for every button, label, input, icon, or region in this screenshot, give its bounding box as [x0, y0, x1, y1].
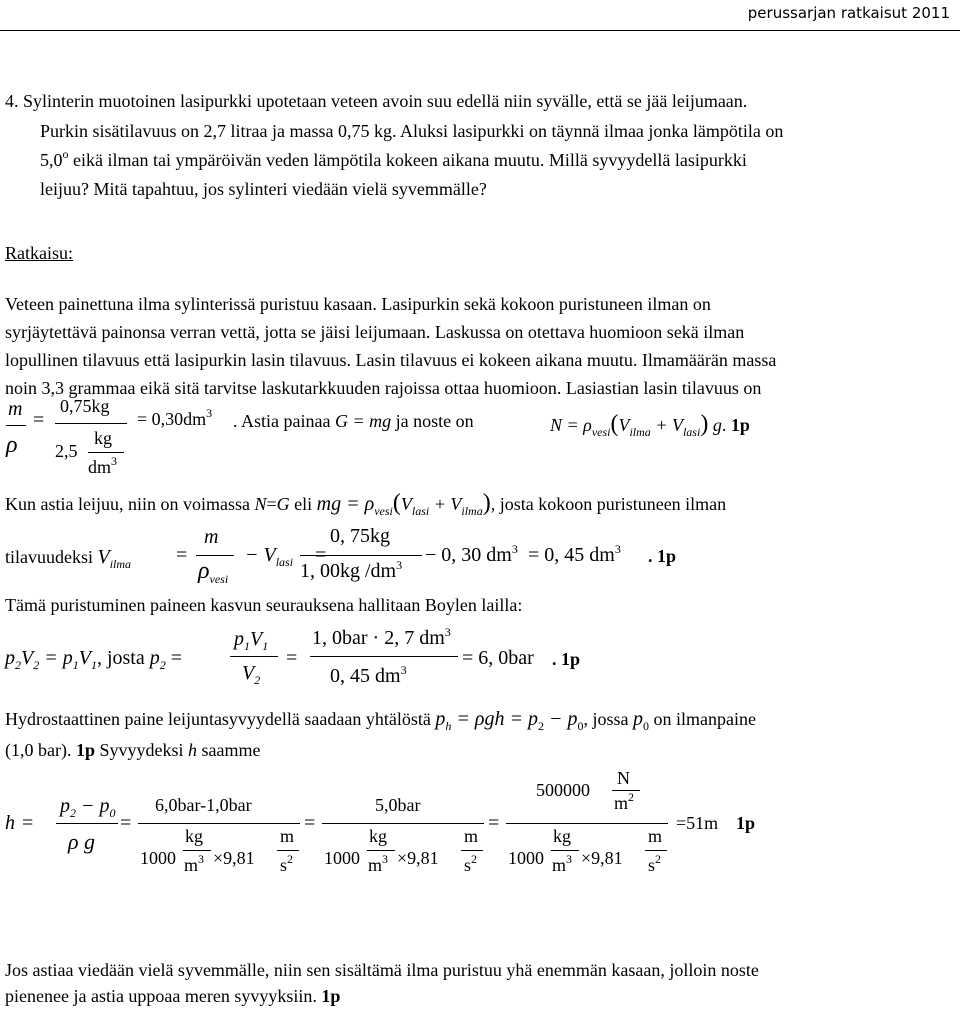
eq6-f4-m3-exp: 3: [566, 852, 573, 866]
eq6-f3-den-m: m: [464, 826, 479, 846]
eq6-f2-bar-kg: [183, 850, 211, 851]
eq3-result-text: = 0, 45 dm: [528, 544, 615, 566]
eq5-text-b: , jossa: [583, 709, 633, 729]
eq4-den-s2: 2: [254, 673, 261, 687]
eq6-f4-den-val: 1000: [508, 848, 544, 868]
eq3-V: V: [97, 546, 110, 568]
eq4-V1: V: [78, 647, 91, 669]
eq6-frac-bar-1: [56, 823, 118, 824]
eq4-p2: p: [5, 647, 15, 669]
eq4-num2-exp: 3: [444, 625, 451, 639]
eq1-numerator: 0,75kg: [60, 396, 110, 416]
problem-line-4: leijuu? Mitä tapahtuu, jos sylinteri viedään vielä syvemmälle?: [40, 179, 487, 199]
eq3-frac-bar-2: [300, 555, 422, 556]
eq6-result: =51m: [676, 813, 719, 833]
eq4-V2: V: [21, 647, 34, 669]
problem-line-3-text: eikä ilman tai ympäröivän veden lämpötila kokeen aikana muutu. Millä syvyydellä lasipurkki: [68, 150, 747, 170]
eq4-num-p: p: [234, 628, 244, 650]
eq4-den-V: V: [242, 662, 255, 684]
eq6-eq-1: =: [22, 812, 34, 834]
equation-equilibrium: Kun astia leijuu, niin on voimassa N=G eli mg = $\rho_{vesi}(V_{lasi} + V_{ilma})$, josta kokoon puristuneen ilman: [5, 490, 727, 518]
eq6-f3-den-s: [464, 852, 478, 876]
eq6-h: h: [5, 812, 15, 834]
eq5-text-c: on ilmanpaine: [648, 709, 756, 729]
final-line-2-text: pienenee ja astia uppoaa meren syvyyksiin.: [5, 986, 322, 1006]
eq1-text-c: .: [721, 415, 731, 435]
eq6-f4-m-exp: 2: [628, 790, 635, 804]
eq3-frac-bar-1: [196, 555, 234, 556]
eq6-f4-m: m: [614, 793, 629, 813]
eq3-sub-vesi: vesi: [209, 572, 229, 586]
eq3-result-exp: 3: [614, 542, 621, 556]
eq1-V: V: [618, 415, 630, 435]
eq4-point-text: 1p: [561, 649, 581, 669]
eq6-f3-bar-m: [461, 850, 483, 851]
eq6-f2-den-kg: kg: [185, 826, 203, 846]
eq4-frac-bar-2: [310, 656, 458, 657]
paragraph-line-1: Veteen painettuna ilma sylinterissä puristuu kasaan. Lasipurkin sekä kokoon puristuneen ilman on: [5, 294, 711, 314]
eq6-f2-num: 6,0bar-1,0bar: [155, 795, 252, 815]
eq6-f2-den-s: [280, 852, 294, 876]
eq6-f4-den-kg: kg: [553, 826, 571, 846]
eq5-minus: − p: [543, 708, 578, 730]
eq1-frac-bar-1: [6, 425, 26, 426]
eq6-eq-2: =: [120, 812, 132, 834]
eq6-f4-bar-N: [612, 790, 640, 791]
eq6-f3-den-val: 1000: [324, 848, 360, 868]
eq6-eq-3: =: [304, 812, 316, 834]
eq2-sub-vesi: vesi: [374, 504, 393, 518]
eq1-result-value: = 0,30dm: [137, 409, 207, 429]
eq2-text-c: , josta kokoon puristuneen ilman: [490, 494, 727, 514]
eq1-N: N: [550, 415, 563, 435]
eq1-G: G: [334, 411, 348, 431]
eq1-g: g: [708, 415, 722, 435]
eq2-sub-ilma: ilma: [461, 504, 483, 518]
eq1-m: m: [8, 398, 23, 420]
eq2-eq: =: [266, 494, 277, 514]
eq6-f4-m3: m: [552, 855, 567, 875]
eq6-f3-den-m3: [368, 852, 389, 876]
eq6-f3-m: m: [368, 855, 383, 875]
eq6-f1-s2: 2: [70, 806, 76, 820]
eq3-rho-w: [198, 558, 228, 585]
eq3-numerator: 0, 75kg: [330, 525, 390, 547]
eq2-text-a: Kun astia leijuu, niin on voimassa: [5, 494, 255, 514]
eq1-plus-V: + V: [650, 415, 683, 435]
eq6-f2-s: s: [280, 855, 288, 875]
eq4-eq2: =: [165, 647, 182, 669]
problem-temp-value: 5,0: [40, 150, 63, 170]
eq5-formula: = ρgh = p: [451, 708, 538, 730]
eq3-sub-lasi: lasi: [275, 555, 294, 569]
eq6-f4-den-s: [648, 852, 662, 876]
eq6-f2-den-m: m: [280, 826, 295, 846]
eq6-f2-s-exp: 2: [287, 852, 294, 866]
eq6-f2-m: m: [184, 855, 199, 875]
eq4-point: . 1p: [552, 649, 581, 669]
eq6-frac-bar-3: [322, 823, 484, 824]
eq4-lhs: [5, 647, 182, 670]
eq4-s2b: 2: [33, 658, 40, 672]
eq5-s0: 0: [577, 719, 584, 733]
eq4-num-s1b: 1: [262, 639, 269, 653]
eq3-minus-V: [245, 544, 293, 567]
eq1-point: 1p: [730, 415, 750, 435]
eq6-f4-den-m: m: [648, 826, 663, 846]
eq6-f1-num: [60, 795, 116, 818]
eq4-num-V: V: [250, 628, 263, 650]
eq5-line2-a: (1,0 bar).: [5, 740, 76, 760]
eq6-f3-s: s: [464, 855, 472, 875]
eq5-text-a: Hydrostaattinen paine leijuntasyvyydellä saadaan yhtälöstä: [5, 709, 436, 729]
eq2-mg: mg: [316, 493, 342, 515]
eq4-s1: 1: [72, 658, 79, 672]
eq6-f3-m-exp: 3: [382, 852, 389, 866]
eq6-frac-bar-2: [138, 823, 300, 824]
eq1-rho: ρ: [6, 432, 18, 458]
eq2-rho: = ρ: [341, 493, 375, 515]
eq4-s2c: 2: [159, 658, 166, 672]
eq3-rest-text: − 0, 30 dm: [425, 544, 512, 566]
eq1-text: [233, 411, 474, 432]
eq3-m: m: [204, 526, 219, 548]
eq3-sub-ilma: ilma: [109, 557, 132, 571]
eq4-num-s1: 1: [244, 639, 250, 653]
eq5-s0b: 0: [642, 719, 649, 733]
problem-line-2: Purkin sisätilavuus on 2,7 litraa ja massa 0,75 kg. Aluksi lasipurkki on täynnä ilmaa jonka lämpötila on: [40, 121, 784, 141]
boyle-text: Tämä puristuminen paineen kasvun seurauksena hallitaan Boylen lailla:: [5, 595, 523, 615]
paragraph-line-4: noin 3,3 grammaa eikä sitä tarvitse laskutarkkuuden rajoissa ottaa huomioon. Lasiastian lasin tilavuus on: [5, 378, 762, 398]
eq5-s2: 2: [537, 719, 544, 733]
eq5-p0: p: [632, 708, 643, 730]
eq1-frac-bar-3: [88, 452, 124, 453]
eq4-num2-text: 1, 0bar · 2, 7 dm: [312, 627, 445, 649]
eq3-rho: ρ: [198, 558, 210, 584]
eq5-line2-c: saamme: [197, 740, 261, 760]
eq6-f4-s-exp: 2: [655, 852, 662, 866]
eq4-den2-exp: 3: [400, 663, 407, 677]
eq3-text-a: tilavuudeksi: [5, 547, 98, 567]
eq1-sub-lasi: lasi: [682, 425, 701, 439]
eq6-eq-4: =: [488, 812, 500, 834]
eq1-text-b: ja noste on: [391, 411, 474, 431]
eq1-density-value: 2,5: [55, 441, 78, 461]
eq1-buoyancy: $N = \rho_{vesi}(V_{ilma} + V_{lasi})$ g. 1p: [550, 411, 750, 439]
eq6-point: 1p: [736, 813, 756, 833]
eq1-dm-exp: 3: [111, 454, 118, 468]
eq1-frac-bar-2: [55, 423, 127, 424]
eq3-denominator: [300, 560, 402, 583]
eq1-equals: =: [33, 409, 45, 431]
eq6-f3-s-exp: 2: [471, 852, 478, 866]
eq6-f1-s0: 0: [109, 806, 116, 820]
eq4-josta: , josta: [96, 647, 150, 669]
eq1-rho-w: = ρ: [566, 415, 592, 435]
eq4-s2: 2: [15, 658, 21, 672]
eq6-f1-p2: p: [60, 795, 70, 817]
eq6-f2-times: ×9,81: [213, 848, 255, 868]
eq3-rest: [425, 544, 518, 567]
eq1-density-kg: kg: [94, 428, 112, 448]
eq3-result: [528, 544, 621, 567]
eq2-plus-V: + V: [429, 494, 462, 514]
equation-hydrostatic-line-2: [5, 740, 261, 761]
degree-mark: o: [62, 147, 69, 161]
paragraph-line-3: lopullinen tilavuus että lasipurkin lasin tilavuus. Lasin tilavuus ei kokeen aikana muutu. Ilmamäärän massa: [5, 350, 777, 370]
page-header: perussarjan ratkaisut 2011: [747, 4, 950, 22]
paragraph-line-2: syrjäytettävä painonsa verran vettä, jotta se jäisi leijumaan. Laskussa on otettava huomioon sekä ilman: [5, 322, 745, 342]
eq6-f4-bar-kg: [551, 850, 579, 851]
eq2-sub-lasi: lasi: [411, 504, 430, 518]
solution-heading: Ratkaisu:: [5, 243, 73, 263]
eq1-density-dm: [88, 454, 118, 478]
eq1-result: [137, 406, 213, 430]
eq4-num2: [312, 627, 451, 650]
final-line-1: Jos astiaa viedään vielä syvemmälle, niin sen sisältämä ilma puristuu yhä enemmän kasaan, jolloin noste: [5, 960, 759, 980]
problem-line-3: [40, 146, 747, 178]
header-rule: [0, 30, 960, 31]
eq6-f3-bar-kg: [367, 850, 395, 851]
eq1-result-exp: 3: [206, 406, 213, 420]
eq6-f2-m-exp: 3: [198, 852, 205, 866]
eq2-G: G: [276, 494, 290, 514]
eq5-sub-h: h: [445, 719, 452, 733]
eq3-label: [5, 546, 131, 569]
eq6-f1-den: ρ g: [68, 829, 96, 854]
eq4-den2: [330, 665, 407, 688]
eq1-dm: dm: [88, 457, 112, 477]
eq3-den-exp: 3: [396, 558, 403, 572]
eq2-N: N: [254, 494, 267, 514]
eq2-V: V: [400, 494, 412, 514]
eq6-f4-num-val: 500000: [536, 780, 590, 800]
final-point: 1p: [321, 986, 341, 1006]
eq3-equals-1: =: [176, 544, 188, 566]
eq6-f4-num-m2: [614, 790, 635, 814]
eq3-point-text: 1p: [657, 546, 677, 566]
eq4-s1b: 1: [90, 658, 97, 672]
eq4-frac-bar-1: [230, 656, 278, 657]
eq6-f3-den-kg: kg: [369, 826, 387, 846]
eq1-sub-vesi: vesi: [591, 425, 611, 439]
eq5-line2-h: h: [188, 740, 198, 760]
eq4-result: = 6, 0bar: [462, 647, 534, 669]
eq1-mg: = mg: [352, 411, 392, 431]
problem-line-1: 4. Sylinterin muotoinen lasipurkki upotetaan veteen avoin suu edellä niin syvälle, että se jää leijumaan.: [5, 91, 748, 111]
eq4-frac-num: [234, 628, 268, 651]
eq3-minus: − V: [245, 544, 276, 566]
eq6-f3-times: ×9,81: [397, 848, 439, 868]
equation-hydrostatic: [5, 708, 756, 731]
eq6-f4-times: ×9,81: [581, 848, 623, 868]
eq4-frac-den: [242, 662, 260, 685]
eq6-frac-bar-4: [506, 823, 668, 824]
eq5-p: p: [435, 708, 446, 730]
eq2-text-b: eli: [289, 494, 317, 514]
eq4-eq-p1: = p: [39, 647, 73, 669]
eq4-den2-text: 0, 45 dm: [330, 665, 401, 687]
eq4-equals-3: =: [286, 647, 298, 669]
eq6-f2-den-m3: [184, 852, 205, 876]
eq3-point: . 1p: [648, 546, 677, 566]
eq5-line2-b: Syvyydeksi: [95, 740, 189, 760]
eq6-f2-den-val: 1000: [140, 848, 176, 868]
final-line-2: [5, 982, 340, 1012]
eq3-rest-exp: 3: [511, 542, 518, 556]
eq6-f3-num: 5,0bar: [375, 795, 421, 815]
eq4-p2b: p: [149, 647, 160, 669]
eq3-equals-2: =: [315, 544, 327, 566]
eq1-sub-ilma: ilma: [629, 425, 651, 439]
eq3-den-text: 1, 00kg /dm: [300, 560, 397, 582]
eq1-text-a: . Astia painaa: [233, 411, 335, 431]
eq6-f4-den-m3: [552, 852, 573, 876]
eq6-f4-s: s: [648, 855, 656, 875]
eq6-f4-bar-m: [645, 850, 667, 851]
eq5-point: 1p: [75, 740, 95, 760]
eq6-f4-num-N: N: [617, 768, 630, 788]
eq6-f2-bar-m: [277, 850, 299, 851]
eq6-f1-minus: − p: [76, 795, 110, 817]
